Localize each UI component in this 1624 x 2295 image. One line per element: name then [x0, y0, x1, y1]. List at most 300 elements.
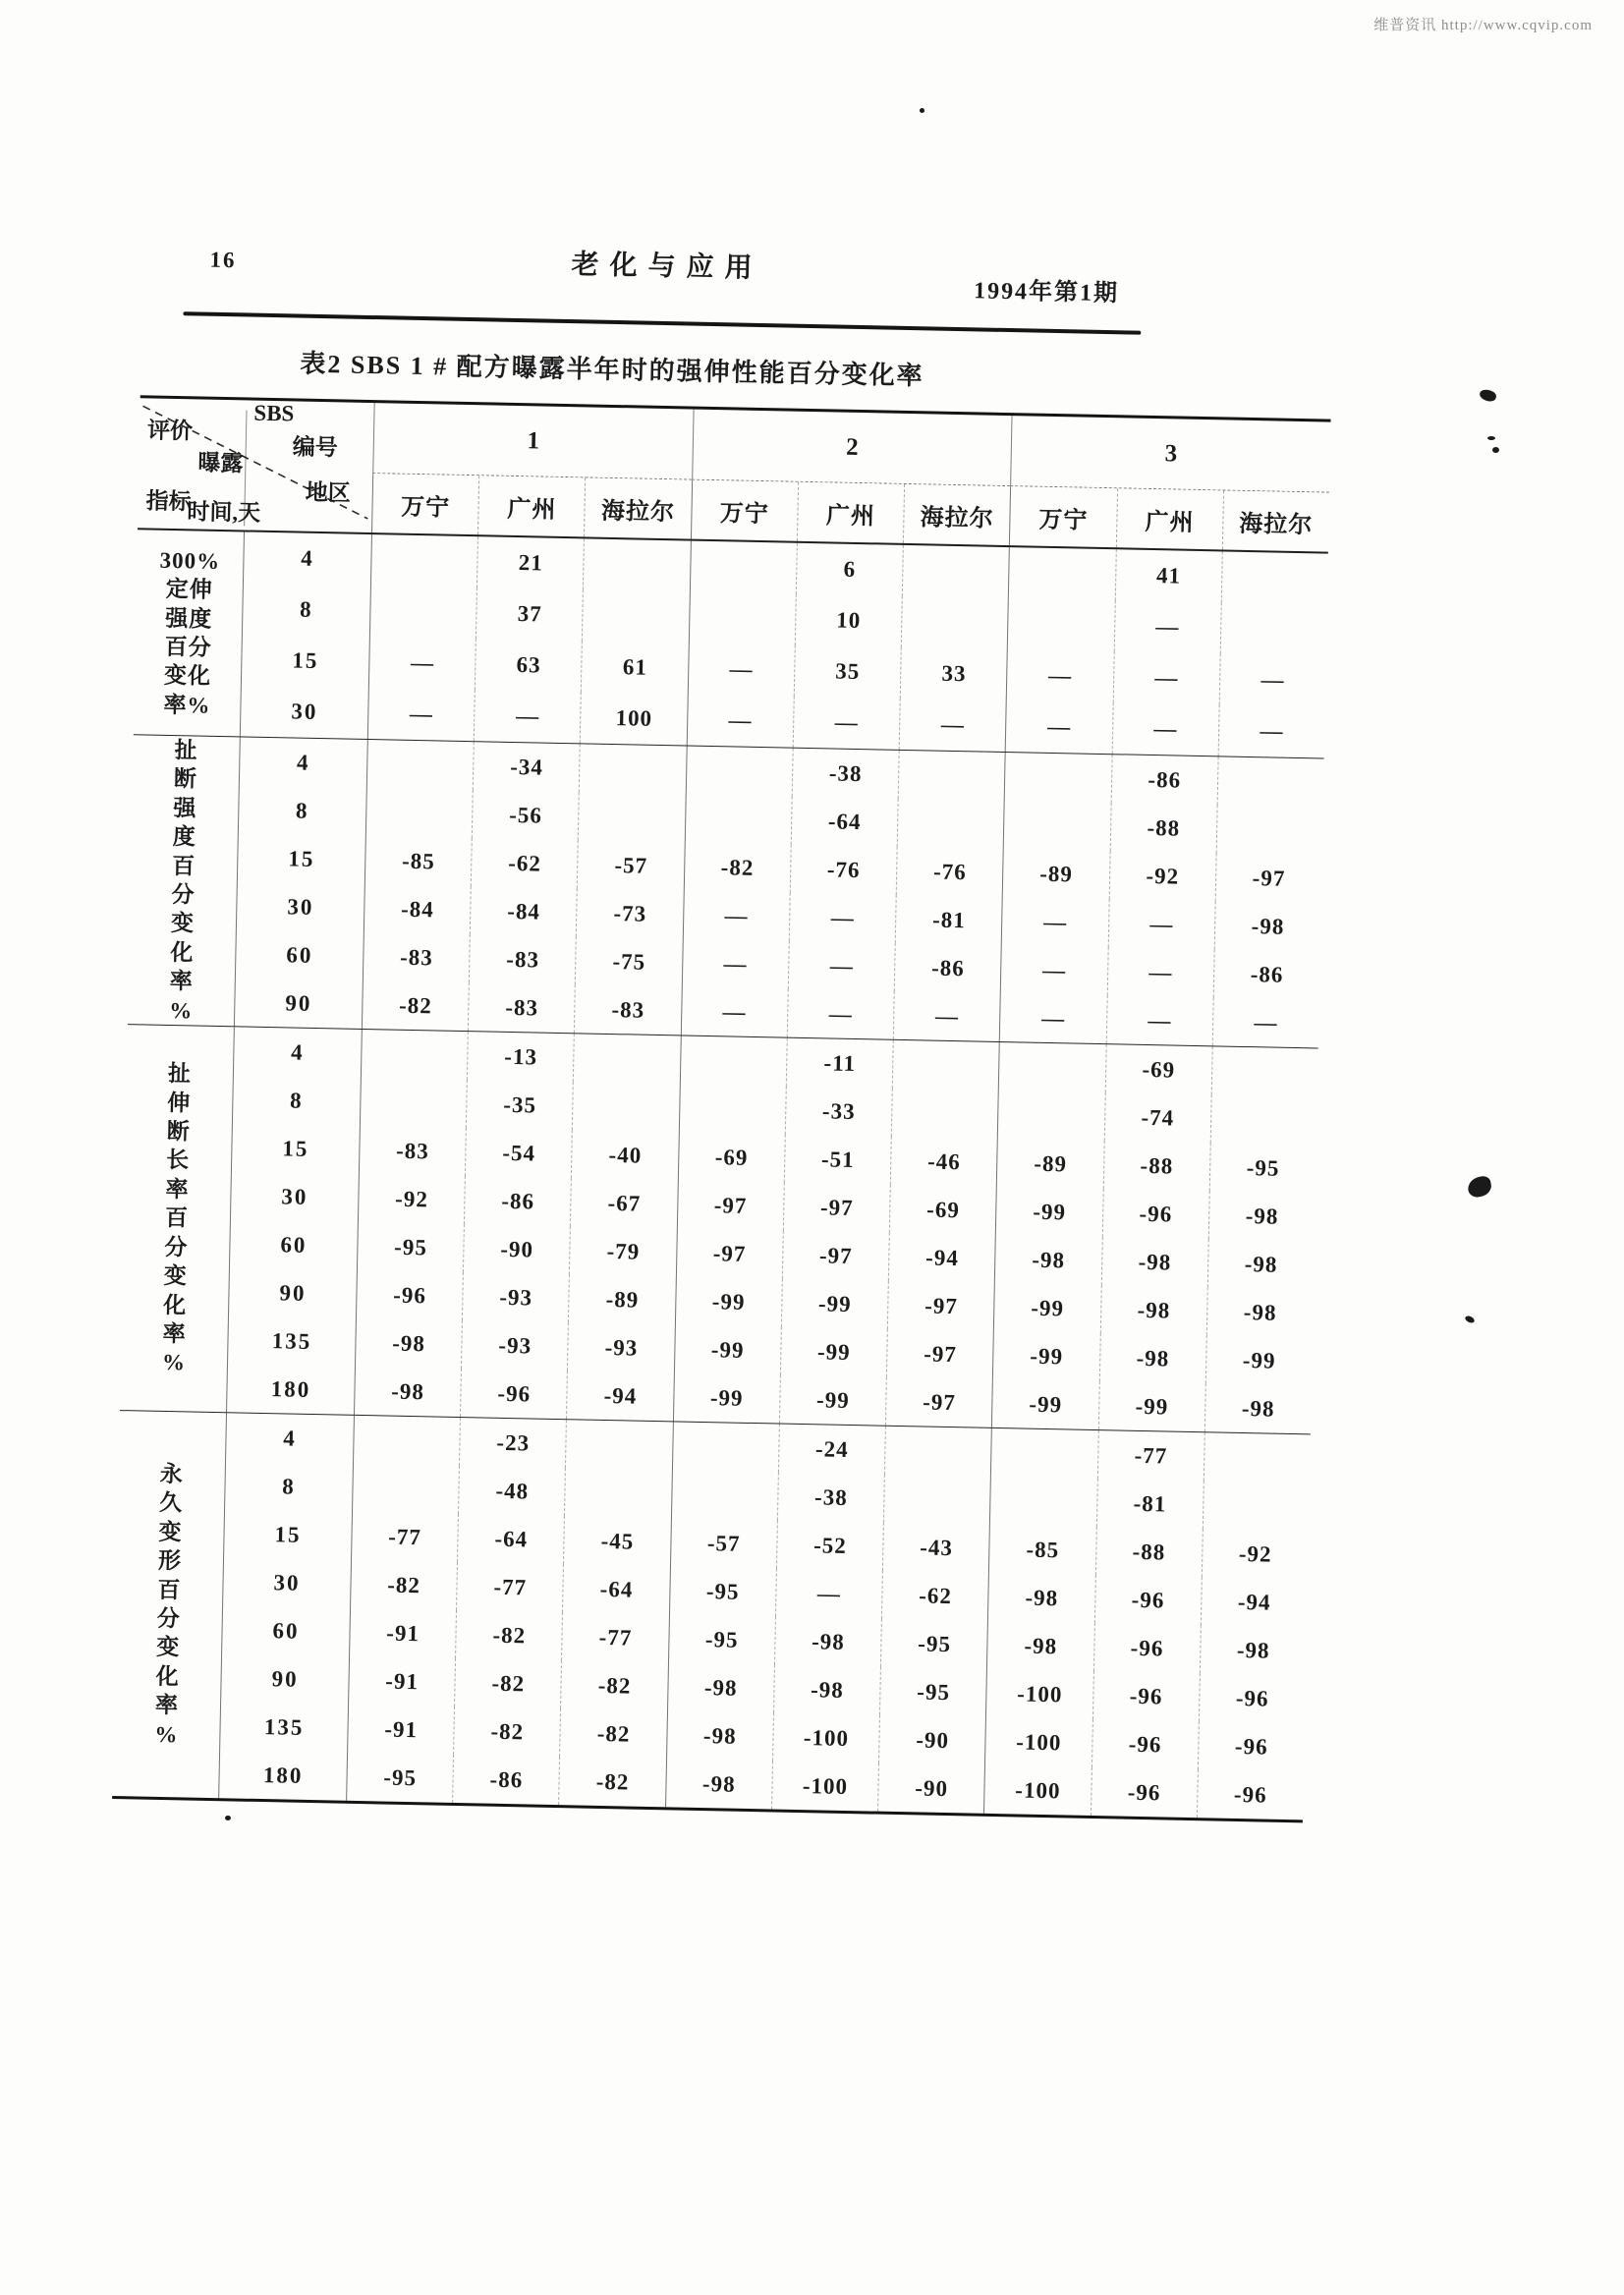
- data-cell: -98: [1099, 1285, 1206, 1335]
- data-cell: [884, 1427, 991, 1477]
- data-cell: -92: [1202, 1529, 1309, 1579]
- data-cell: 63: [475, 639, 582, 692]
- data-cell: -64: [562, 1564, 669, 1614]
- data-cell: [989, 1477, 1096, 1527]
- data-cell: -95: [1209, 1143, 1316, 1193]
- data-cell: -88: [1102, 1141, 1209, 1191]
- corner-label-diqu: 地区: [305, 479, 352, 506]
- data-cell: —: [1001, 897, 1108, 947]
- data-cell: -24: [778, 1425, 885, 1475]
- location-header-wanning-2: 万宁: [691, 480, 798, 541]
- data-cell: -95: [880, 1619, 987, 1669]
- time-cell: 15: [223, 1509, 352, 1560]
- data-cell: -100: [772, 1712, 879, 1763]
- data-cell: —: [1112, 651, 1219, 704]
- time-cell: 8: [238, 785, 366, 836]
- data-cell: -94: [888, 1233, 995, 1283]
- data-cell: -83: [469, 934, 576, 984]
- scan-content: [128, 238, 1395, 1808]
- time-cell: 8: [224, 1461, 353, 1512]
- data-cell: -64: [791, 797, 898, 847]
- ink-speck: [1492, 447, 1499, 453]
- data-cell: -99: [781, 1279, 888, 1329]
- data-cell: [1004, 753, 1111, 803]
- data-cell: [883, 1475, 990, 1525]
- time-cell: 60: [221, 1605, 350, 1656]
- data-cell: -46: [890, 1137, 997, 1187]
- data-cell: -83: [359, 1126, 466, 1176]
- data-cell: [579, 744, 686, 794]
- block-label: 300% 定伸 强度 百分 变化 率%: [159, 547, 221, 718]
- data-cell: -11: [786, 1038, 893, 1089]
- data-cell: [565, 1420, 672, 1470]
- data-cell: 35: [794, 645, 901, 699]
- data-cell: 100: [580, 692, 687, 745]
- data-cell: -93: [462, 1272, 569, 1322]
- data-cell: -38: [777, 1473, 884, 1523]
- ink-speck: [225, 1816, 231, 1820]
- data-cell: -77: [1096, 1430, 1204, 1481]
- data-cell: -95: [357, 1222, 464, 1272]
- corner-label-pulu: 曝露: [197, 450, 244, 476]
- data-cell: [901, 596, 1008, 649]
- time-cell: 60: [229, 1219, 358, 1270]
- data-cell: —: [1217, 704, 1324, 757]
- data-cell: -73: [576, 888, 683, 938]
- location-header-hailaer-3: 海拉尔: [1222, 490, 1329, 551]
- data-cell: -74: [1103, 1092, 1210, 1143]
- data-cell: -98: [1206, 1287, 1314, 1337]
- data-cell: -96: [1091, 1719, 1198, 1769]
- data-cell: [685, 747, 792, 797]
- data-cell: -99: [779, 1375, 886, 1426]
- data-cell: -69: [889, 1185, 996, 1235]
- data-cell: -96: [1199, 1673, 1306, 1723]
- cqvip-watermark: 维普资讯 http://www.cqvip.com: [1373, 18, 1593, 33]
- data-cell: -86: [894, 943, 1001, 993]
- data-cell: -97: [887, 1281, 994, 1331]
- data-cell: -57: [670, 1518, 777, 1568]
- data-cell: -48: [458, 1466, 565, 1516]
- time-cell: 15: [231, 1123, 360, 1174]
- data-cell: -77: [351, 1512, 458, 1562]
- issue-label: 1994年第1期: [973, 278, 1120, 308]
- data-cell: —: [789, 893, 896, 943]
- time-cell: 8: [232, 1075, 361, 1126]
- journal-title: 老化与应用: [571, 250, 763, 284]
- corner-cell: [138, 398, 374, 532]
- data-cell: -99: [673, 1372, 780, 1423]
- data-cell: -97: [1214, 853, 1321, 903]
- data-cell: -76: [790, 845, 897, 895]
- ink-speck: [1464, 1315, 1476, 1324]
- data-cell: -91: [348, 1656, 455, 1707]
- data-cell: -98: [1213, 901, 1320, 951]
- data-cell: -95: [669, 1566, 776, 1616]
- data-cell: -96: [1092, 1623, 1200, 1673]
- data-cell: -98: [987, 1573, 1094, 1623]
- data-cell: [352, 1464, 459, 1514]
- data-cell: -54: [465, 1128, 572, 1178]
- time-cell: 135: [227, 1315, 356, 1367]
- time-cell: 135: [219, 1702, 348, 1753]
- data-cell: -83: [574, 984, 681, 1035]
- data-cell: -100: [983, 1765, 1091, 1816]
- data-cell: [583, 538, 690, 591]
- data-cell: 37: [476, 588, 583, 641]
- time-cell: 180: [226, 1364, 355, 1415]
- data-cell: -85: [988, 1525, 1095, 1575]
- data-cell: —: [1106, 947, 1213, 997]
- data-cell: -81: [1095, 1479, 1203, 1529]
- data-cell: [360, 1078, 467, 1128]
- data-cell: -76: [896, 847, 1003, 897]
- data-cell: -90: [877, 1763, 984, 1814]
- data-cell: —: [1000, 945, 1107, 995]
- data-cell: —: [787, 989, 894, 1039]
- data-cell: -69: [1104, 1044, 1211, 1094]
- data-cell: -98: [1100, 1237, 1207, 1287]
- data-cell: -83: [363, 932, 470, 982]
- data-cell: [1219, 602, 1326, 655]
- data-cell: [891, 1089, 998, 1139]
- data-cell: -97: [886, 1329, 993, 1379]
- data-cell: 10: [795, 594, 902, 647]
- location-header-guangzhou-2: 广州: [797, 482, 904, 543]
- data-cell: -90: [878, 1715, 985, 1765]
- data-cell: -69: [678, 1132, 785, 1182]
- data-cell: -67: [570, 1178, 677, 1228]
- time-cell: 30: [222, 1557, 351, 1608]
- data-cell: [361, 1030, 468, 1080]
- data-cell: [688, 592, 795, 645]
- data-cell: -82: [559, 1757, 666, 1807]
- data-cell: -97: [885, 1377, 992, 1427]
- data-cell: [671, 1470, 778, 1520]
- data-cell: 21: [476, 536, 584, 589]
- data-cell: [690, 541, 797, 594]
- data-cell: [573, 1034, 680, 1084]
- data-cell: —: [1113, 600, 1220, 653]
- corner-label-pingjia: 评价: [146, 418, 194, 444]
- ink-speck: [1466, 1175, 1493, 1200]
- data-cell: [572, 1082, 679, 1132]
- data-cell: -96: [1091, 1767, 1198, 1818]
- data-cell: -99: [674, 1324, 781, 1374]
- header-rule: [183, 311, 1141, 335]
- data-cell: -98: [774, 1617, 881, 1667]
- data-cell: -100: [771, 1761, 878, 1811]
- data-cell: -91: [347, 1705, 454, 1755]
- time-cell: 90: [220, 1653, 349, 1705]
- data-cell: 41: [1114, 549, 1221, 602]
- time-cell: 4: [225, 1413, 354, 1464]
- data-cell: -52: [776, 1521, 883, 1571]
- table-title: 表2 SBS 1 # 配方曝露半年时的强伸性能百分变化率: [300, 349, 924, 391]
- location-header-hailaer-1: 海拉尔: [584, 477, 691, 538]
- data-cell: -95: [346, 1753, 453, 1803]
- data-cell: —: [680, 986, 787, 1036]
- data-cell: -64: [457, 1514, 564, 1564]
- data-cell: -98: [354, 1367, 461, 1417]
- data-cell: —: [793, 697, 900, 750]
- data-cell: —: [788, 941, 895, 991]
- data-cell: —: [1105, 995, 1212, 1045]
- data-cell: [1008, 547, 1115, 600]
- data-cell: -38: [792, 749, 899, 799]
- data-cell: -84: [470, 886, 577, 936]
- data-cell: -98: [665, 1759, 772, 1809]
- data-cell: [1204, 1432, 1311, 1483]
- data-cell: [902, 545, 1009, 598]
- time-cell: 4: [239, 737, 367, 788]
- data-cell: [1203, 1481, 1310, 1531]
- data-cell: -34: [473, 742, 580, 792]
- data-cell: -77: [456, 1562, 563, 1612]
- data-cell: -62: [471, 838, 578, 888]
- data-cell: —: [682, 890, 789, 940]
- data-cell: -99: [675, 1276, 782, 1326]
- data-cell: -93: [461, 1320, 568, 1371]
- data-cell: [1216, 756, 1323, 807]
- data-cell: -99: [991, 1379, 1098, 1429]
- location-header-wanning-1: 万宁: [371, 474, 478, 534]
- data-cell: -75: [575, 936, 682, 986]
- data-cell: -82: [683, 842, 790, 892]
- data-cell: -99: [1205, 1335, 1313, 1385]
- time-cell: 8: [242, 583, 370, 637]
- data-cell: [370, 534, 477, 588]
- data-cell: -96: [1092, 1671, 1199, 1721]
- group-header-1: 1: [372, 403, 693, 480]
- data-cell: —: [1107, 899, 1214, 949]
- block-label: 扯 断 强 度 百 分 变 化 率 %: [168, 737, 198, 1024]
- data-cell: -92: [1108, 851, 1215, 901]
- data-cell: -98: [1204, 1383, 1312, 1433]
- block-label: 扯 伸 断 长 率 百 分 变 化 率 %: [161, 1061, 193, 1375]
- time-cell: 30: [236, 881, 364, 932]
- data-cell: —: [899, 699, 1006, 752]
- data-cell: —: [474, 690, 581, 743]
- data-cell: -98: [986, 1621, 1093, 1671]
- data-cell: -57: [577, 840, 684, 890]
- data-cell: [897, 799, 1004, 849]
- data-cell: 6: [796, 543, 903, 596]
- data-cell: -89: [996, 1139, 1103, 1189]
- table-block: [120, 1025, 1318, 1434]
- data-cell: -99: [993, 1283, 1100, 1333]
- data-cell: -82: [350, 1560, 457, 1610]
- corner-label-bianhao: 编号: [292, 434, 339, 461]
- data-cell: -98: [666, 1710, 773, 1761]
- data-cell: -98: [1207, 1239, 1315, 1289]
- data-cell: [1210, 1046, 1317, 1096]
- data-cell: -43: [882, 1523, 989, 1573]
- data-cell: -93: [567, 1322, 674, 1372]
- data-cell: -40: [571, 1130, 678, 1180]
- data-cell: -33: [785, 1087, 892, 1137]
- table-block: [112, 1411, 1311, 1819]
- time-cell: 60: [235, 929, 364, 980]
- data-cell: [672, 1422, 779, 1472]
- data-table: [112, 395, 1330, 1822]
- data-cell: -98: [667, 1662, 774, 1712]
- data-cell: -97: [676, 1228, 783, 1278]
- data-cell: [990, 1428, 1097, 1479]
- data-cell: [678, 1084, 785, 1134]
- time-cell: 30: [240, 685, 368, 739]
- data-cell: [997, 1091, 1104, 1141]
- data-cell: -95: [879, 1667, 986, 1717]
- data-cell: -95: [668, 1614, 775, 1664]
- data-cell: -99: [780, 1327, 887, 1377]
- data-cell: -98: [1098, 1333, 1205, 1383]
- data-cell: -98: [773, 1664, 880, 1714]
- data-cell: [1007, 598, 1114, 651]
- data-cell: —: [367, 688, 475, 741]
- corner-label-zhibiao: 指标: [145, 488, 192, 515]
- location-header-guangzhou-3: 广州: [1115, 488, 1222, 549]
- data-cell: -83: [468, 982, 575, 1033]
- table-body: [112, 530, 1328, 1819]
- data-cell: [998, 1042, 1105, 1092]
- time-cell: 15: [241, 634, 369, 688]
- ink-speck: [1487, 436, 1495, 440]
- data-cell: [366, 740, 474, 790]
- data-cell: —: [775, 1569, 882, 1619]
- data-cell: -96: [460, 1369, 567, 1419]
- data-cell: -84: [364, 884, 471, 934]
- data-cell: [892, 1040, 999, 1091]
- data-cell: [1221, 551, 1328, 604]
- data-cell: -96: [356, 1270, 463, 1320]
- data-cell: -89: [1002, 849, 1109, 899]
- data-cell: -96: [1198, 1721, 1305, 1771]
- data-cell: —: [368, 637, 476, 690]
- table-block: [128, 735, 1324, 1048]
- data-cell: -81: [895, 895, 1002, 945]
- data-cell: [684, 795, 791, 845]
- data-cell: -82: [455, 1610, 562, 1660]
- corner-label-sbs: SBS: [253, 400, 295, 426]
- location-header-wanning-3: 万宁: [1009, 486, 1116, 547]
- data-cell: -56: [472, 790, 579, 840]
- data-cell: [679, 1036, 786, 1086]
- location-header-hailaer-2: 海拉尔: [903, 484, 1010, 545]
- data-cell: —: [687, 644, 794, 697]
- data-cell: 61: [581, 641, 688, 694]
- block-label: 永 久 变 形 百 分 变 化 率 %: [154, 1461, 185, 1748]
- table-block: [134, 530, 1328, 758]
- data-cell: —: [893, 991, 1000, 1041]
- data-cell: [564, 1468, 671, 1518]
- time-cell: 90: [234, 978, 363, 1029]
- data-cell: -79: [569, 1226, 676, 1276]
- data-cell: —: [1218, 653, 1325, 706]
- data-cell: [365, 788, 473, 838]
- data-cell: -86: [452, 1755, 559, 1805]
- data-cell: -92: [358, 1174, 465, 1224]
- data-cell: -98: [994, 1235, 1101, 1285]
- data-cell: [1003, 801, 1110, 851]
- data-cell: —: [999, 993, 1106, 1043]
- data-cell: [898, 751, 1005, 801]
- group-header-2: 2: [692, 410, 1012, 487]
- data-cell: [1215, 805, 1322, 855]
- data-cell: —: [1111, 702, 1218, 756]
- time-cell: 30: [230, 1171, 359, 1222]
- data-cell: -82: [560, 1660, 667, 1710]
- ink-speck: [920, 108, 924, 113]
- data-cell: -99: [995, 1187, 1102, 1237]
- data-cell: -89: [568, 1274, 675, 1324]
- data-cell: -45: [563, 1516, 670, 1566]
- data-cell: -82: [453, 1707, 560, 1757]
- data-cell: [578, 792, 685, 842]
- data-cell: -96: [1101, 1189, 1208, 1239]
- data-cell: —: [686, 695, 793, 748]
- data-cell: -13: [467, 1032, 574, 1082]
- data-cell: -99: [992, 1331, 1099, 1381]
- data-cell: [582, 589, 689, 643]
- data-cell: -96: [1197, 1769, 1304, 1819]
- time-cell: 4: [243, 532, 371, 586]
- data-cell: -62: [881, 1571, 988, 1621]
- data-cell: [353, 1416, 460, 1466]
- data-cell: —: [1005, 700, 1112, 754]
- time-cell: 90: [228, 1267, 357, 1318]
- data-cell: -90: [463, 1224, 570, 1274]
- data-cell: -94: [566, 1371, 673, 1421]
- data-cell: —: [681, 938, 788, 988]
- data-cell: -99: [1097, 1381, 1204, 1431]
- data-cell: -98: [1208, 1191, 1316, 1241]
- data-cell: -86: [464, 1176, 571, 1226]
- data-cell: -88: [1094, 1527, 1202, 1577]
- data-cell: -82: [559, 1708, 666, 1759]
- table-header: [138, 398, 1330, 553]
- data-cell: -94: [1201, 1577, 1308, 1627]
- data-cell: -51: [784, 1135, 891, 1185]
- data-cell: 33: [900, 647, 1007, 700]
- data-cell: [1209, 1094, 1316, 1145]
- data-cell: -77: [561, 1612, 668, 1662]
- data-cell: -86: [1212, 949, 1319, 999]
- data-cell: -97: [782, 1231, 889, 1281]
- data-cell: -96: [1093, 1575, 1201, 1625]
- ink-speck: [1479, 388, 1498, 404]
- data-cell: -23: [459, 1418, 566, 1468]
- data-cell: -97: [677, 1180, 784, 1230]
- data-cell: -98: [1200, 1625, 1307, 1675]
- time-cell: 180: [218, 1750, 347, 1801]
- data-cell: -82: [362, 980, 469, 1031]
- data-cell: -88: [1109, 803, 1216, 853]
- data-cell: -97: [783, 1183, 890, 1233]
- data-cell: [369, 586, 476, 639]
- data-cell: -85: [364, 836, 472, 886]
- data-cell: -100: [984, 1717, 1092, 1767]
- data-cell: —: [1211, 997, 1318, 1047]
- data-cell: -86: [1110, 755, 1217, 805]
- data-cell: -100: [985, 1669, 1092, 1719]
- data-cell: -35: [466, 1080, 573, 1130]
- time-cell: 15: [237, 833, 365, 884]
- corner-label-shijian: 时间,天: [187, 499, 261, 526]
- location-header-guangzhou-1: 广州: [477, 476, 585, 536]
- group-header-3: 3: [1010, 416, 1330, 493]
- data-cell: -98: [355, 1318, 462, 1369]
